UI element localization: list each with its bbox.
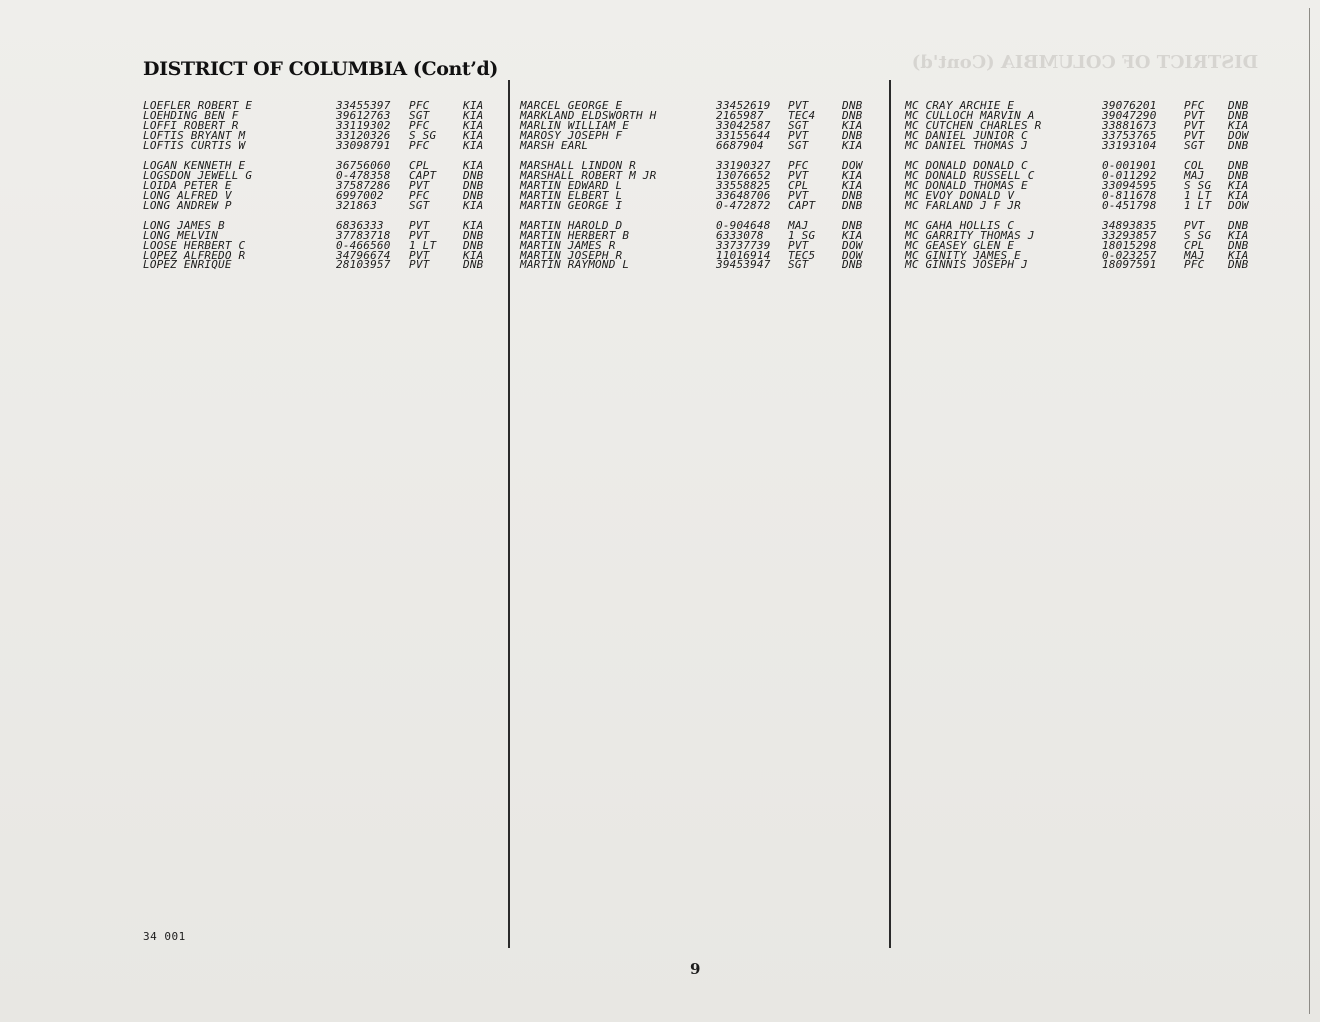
entry-group <box>143 158 503 212</box>
service-number: 18015298 <box>1102 238 1157 252</box>
casualty-status: KIA <box>463 158 484 172</box>
service-number: 321863 <box>336 198 377 212</box>
rank: PVT <box>1184 128 1205 142</box>
soldier-name: LOPEZ ALFREDO R <box>143 248 246 262</box>
rank: MAJ <box>1184 168 1205 182</box>
soldier-name: MAROSY JOSEPH F <box>520 128 623 142</box>
soldier-name: MC DONALD RUSSELL C <box>905 168 1035 182</box>
entry-group <box>143 218 503 272</box>
casualty-status: KIA <box>842 178 863 192</box>
rank: S SG <box>1184 228 1212 242</box>
soldier-name: LOEFLER ROBERT E <box>143 99 253 112</box>
casualty-status: KIA <box>842 118 863 132</box>
roster-entry <box>143 260 503 270</box>
soldier-name: MC GINITY JAMES E <box>905 248 1021 262</box>
casualty-status: KIA <box>463 108 484 122</box>
soldier-name: MC GAHA HOLLIS C <box>905 218 1015 232</box>
service-number: 33558825 <box>716 178 771 192</box>
soldier-name: MARKLAND ELDSWORTH H <box>520 108 657 122</box>
rank: PFC <box>409 138 430 152</box>
service-number: 2165987 <box>716 108 764 122</box>
roster-column-1 <box>143 101 503 281</box>
service-number: 33119302 <box>336 118 391 132</box>
service-number: 33881673 <box>1102 118 1157 132</box>
service-number: 36756060 <box>336 158 391 172</box>
service-number: 39453947 <box>716 258 771 272</box>
casualty-status: DOW <box>842 238 863 252</box>
casualty-status: KIA <box>842 138 863 152</box>
casualty-status: DNB <box>463 228 484 242</box>
rank: PVT <box>788 188 809 202</box>
soldier-name: MARTIN HERBERT B <box>520 228 630 242</box>
bleed-through-text: DISTRICT OF COLUMBIA (Cont'd) <box>911 52 1259 73</box>
document-code: 34 001 <box>143 930 186 943</box>
roster-entry <box>905 138 1265 152</box>
rank: TEC4 <box>788 108 816 122</box>
service-number: 33293857 <box>1102 228 1157 242</box>
service-number: 0-451798 <box>1102 198 1157 212</box>
service-number: 0-011292 <box>1102 168 1157 182</box>
soldier-name: MARCEL GEORGE E <box>520 99 623 112</box>
rank: SGT <box>788 138 809 152</box>
rank: S SG <box>1184 178 1212 192</box>
rank: 1 LT <box>1184 198 1212 212</box>
soldier-name: MARTIN JOSEPH R <box>520 248 623 262</box>
casualty-status: KIA <box>1228 178 1249 192</box>
service-number: 33753765 <box>1102 128 1157 142</box>
service-number: 37783718 <box>336 228 391 242</box>
rank: PFC <box>1184 258 1205 272</box>
rank: PFC <box>788 158 809 172</box>
rank: 1 LT <box>409 238 437 252</box>
rank: SGT <box>409 198 430 212</box>
rank: CPL <box>1184 238 1205 252</box>
rank: 1 SG <box>788 228 816 242</box>
soldier-name: LOFTIS CURTIS W <box>143 138 246 152</box>
soldier-name: MC CRAY ARCHIE E <box>905 99 1015 112</box>
page-edge <box>1309 8 1310 1014</box>
soldier-name: MARSHALL LINDON R <box>520 158 636 172</box>
rank: PVT <box>409 178 430 192</box>
rank: TEC5 <box>788 248 816 262</box>
casualty-status: DNB <box>842 258 863 272</box>
roster-entry <box>520 138 880 152</box>
casualty-status: DNB <box>1228 218 1249 232</box>
rank: PFC <box>409 118 430 132</box>
soldier-name: MARTIN JAMES R <box>520 238 616 252</box>
service-number: 0-478358 <box>336 168 391 182</box>
casualty-status: DNB <box>463 178 484 192</box>
service-number: 33455397 <box>336 99 391 112</box>
casualty-status: DNB <box>1228 158 1249 172</box>
page-number: 9 <box>690 960 701 978</box>
soldier-name: LONG ANDREW P <box>143 198 232 212</box>
rank: 1 LT <box>1184 188 1212 202</box>
rank: MAJ <box>1184 248 1205 262</box>
rank: S SG <box>409 128 437 142</box>
roster-entry <box>905 260 1265 270</box>
service-number: 33452619 <box>716 99 771 112</box>
casualty-status: KIA <box>1228 118 1249 132</box>
casualty-status: KIA <box>1228 248 1249 262</box>
casualty-status: KIA <box>463 99 484 112</box>
service-number: 28103957 <box>336 258 391 272</box>
service-number: 0-001901 <box>1102 158 1157 172</box>
soldier-name: LOIDA PETER E <box>143 178 232 192</box>
soldier-name: LOFTIS BRYANT M <box>143 128 246 142</box>
soldier-name: MC DONALD THOMAS E <box>905 178 1028 192</box>
service-number: 18097591 <box>1102 258 1157 272</box>
rank: PVT <box>409 218 430 232</box>
casualty-status: DNB <box>1228 138 1249 152</box>
rank: PVT <box>788 128 809 142</box>
rank: CAPT <box>409 168 437 182</box>
service-number: 33737739 <box>716 238 771 252</box>
soldier-name: MARSH EARL <box>520 138 589 152</box>
roster-entry <box>520 260 880 270</box>
service-number: 0-904648 <box>716 218 771 232</box>
casualty-status: DNB <box>1228 108 1249 122</box>
roster-entry <box>905 198 1265 212</box>
service-number: 33098791 <box>336 138 391 152</box>
service-number: 33094595 <box>1102 178 1157 192</box>
rank: PVT <box>409 258 430 272</box>
service-number: 6836333 <box>336 218 384 232</box>
rank: SGT <box>788 118 809 132</box>
casualty-status: DNB <box>463 188 484 202</box>
service-number: 39076201 <box>1102 99 1157 112</box>
soldier-name: LOOSE HERBERT C <box>143 238 246 252</box>
casualty-status: KIA <box>463 218 484 232</box>
casualty-status: DNB <box>842 128 863 142</box>
entry-group <box>905 218 1265 272</box>
rank: PFC <box>409 99 430 112</box>
rank: PFC <box>1184 99 1205 112</box>
rank: COL <box>1184 158 1205 172</box>
roster-entry <box>520 198 880 212</box>
soldier-name: LOGAN KENNETH E <box>143 158 246 172</box>
soldier-name: MARTIN ELBERT L <box>520 188 623 202</box>
casualty-status: DNB <box>1228 99 1249 112</box>
rank: CPL <box>409 158 430 172</box>
service-number: 6687904 <box>716 138 764 152</box>
casualty-status: DOW <box>842 158 863 172</box>
rank: PFC <box>409 188 430 202</box>
page-title: DISTRICT OF COLUMBIA (Cont’d) <box>143 58 498 80</box>
soldier-name: MC FARLAND J F JR <box>905 198 1021 212</box>
casualty-status: DNB <box>463 168 484 182</box>
rank: PVT <box>409 228 430 242</box>
casualty-status: DNB <box>1228 258 1249 272</box>
service-number: 39612763 <box>336 108 391 122</box>
casualty-status: KIA <box>1228 228 1249 242</box>
roster-column-3 <box>905 101 1265 281</box>
service-number: 34796674 <box>336 248 391 262</box>
service-number: 11016914 <box>716 248 771 262</box>
service-number: 6333078 <box>716 228 764 242</box>
rank: PVT <box>409 248 430 262</box>
soldier-name: LOGSDON JEWELL G <box>143 168 253 182</box>
soldier-name: MARTIN EDWARD L <box>520 178 623 192</box>
service-number: 6997002 <box>336 188 384 202</box>
service-number: 0-472872 <box>716 198 771 212</box>
soldier-name: MC CUTCHEN CHARLES R <box>905 118 1042 132</box>
soldier-name: MC GEASEY GLEN E <box>905 238 1015 252</box>
entry-group <box>905 101 1265 150</box>
casualty-status: DNB <box>842 218 863 232</box>
roster-entry <box>143 138 503 152</box>
soldier-name: LONG ALFRED V <box>143 188 232 202</box>
casualty-status: DOW <box>1228 128 1249 142</box>
service-number: 33190327 <box>716 158 771 172</box>
soldier-name: LOFFI ROBERT R <box>143 118 239 132</box>
service-number: 33042587 <box>716 118 771 132</box>
casualty-status: DNB <box>842 108 863 122</box>
casualty-status: DNB <box>1228 238 1249 252</box>
rank: CAPT <box>788 198 816 212</box>
casualty-status: KIA <box>463 248 484 262</box>
service-number: 33648706 <box>716 188 771 202</box>
rank: CPL <box>788 178 809 192</box>
service-number: 0-466560 <box>336 238 391 252</box>
service-number: 39047290 <box>1102 108 1157 122</box>
soldier-name: MC DANIEL JUNIOR C <box>905 128 1028 142</box>
casualty-status: KIA <box>463 128 484 142</box>
soldier-name: MARLIN WILLIAM E <box>520 118 630 132</box>
casualty-status: KIA <box>1228 188 1249 202</box>
rank: PVT <box>788 238 809 252</box>
service-number: 33120326 <box>336 128 391 142</box>
casualty-status: KIA <box>463 118 484 132</box>
entry-group <box>520 101 880 150</box>
service-number: 34893835 <box>1102 218 1157 232</box>
casualty-status: KIA <box>463 138 484 152</box>
rank: SGT <box>1184 138 1205 152</box>
soldier-name: MARTIN HAROLD D <box>520 218 623 232</box>
service-number: 37587286 <box>336 178 391 192</box>
casualty-status: DNB <box>842 198 863 212</box>
rank: PVT <box>1184 118 1205 132</box>
roster-column-2 <box>520 101 880 281</box>
entry-group <box>143 101 503 150</box>
soldier-name: LOPEZ ENRIQUE <box>143 258 232 272</box>
soldier-name: MC DONALD DONALD C <box>905 158 1028 172</box>
soldier-name: MC GINNIS JOSEPH J <box>905 258 1028 272</box>
rank: PVT <box>788 99 809 112</box>
service-number: 33193104 <box>1102 138 1157 152</box>
soldier-name: MARTIN GEORGE I <box>520 198 623 212</box>
casualty-status: DOW <box>842 248 863 262</box>
casualty-status: KIA <box>463 198 484 212</box>
roster-entry <box>143 198 503 212</box>
service-number: 0-811678 <box>1102 188 1157 202</box>
rank: MAJ <box>788 218 809 232</box>
soldier-name: MARTIN RAYMOND L <box>520 258 630 272</box>
casualty-status: KIA <box>842 228 863 242</box>
entry-group <box>520 158 880 212</box>
soldier-name: MC CULLOCH MARVIN A <box>905 108 1035 122</box>
service-number: 0-023257 <box>1102 248 1157 262</box>
soldier-name: LONG JAMES B <box>143 218 225 232</box>
casualty-status: DNB <box>1228 168 1249 182</box>
casualty-status: DNB <box>842 99 863 112</box>
entry-group <box>520 218 880 272</box>
rank: PVT <box>1184 108 1205 122</box>
soldier-name: MC GARRITY THOMAS J <box>905 228 1035 242</box>
rank: PVT <box>1184 218 1205 232</box>
soldier-name: MARSHALL ROBERT M JR <box>520 168 657 182</box>
soldier-name: LOEHDING BEN F <box>143 108 239 122</box>
service-number: 13076652 <box>716 168 771 182</box>
casualty-status: DNB <box>463 258 484 272</box>
rank: SGT <box>409 108 430 122</box>
column-divider <box>889 80 891 948</box>
rank: SGT <box>788 258 809 272</box>
casualty-status: DOW <box>1228 198 1249 212</box>
casualty-status: KIA <box>842 168 863 182</box>
column-divider <box>508 80 510 948</box>
service-number: 33155644 <box>716 128 771 142</box>
casualty-status: DNB <box>842 188 863 202</box>
soldier-name: LONG MELVIN <box>143 228 219 242</box>
soldier-name: MC DANIEL THOMAS J <box>905 138 1028 152</box>
casualty-status: DNB <box>463 238 484 252</box>
soldier-name: MC EVOY DONALD V <box>905 188 1015 202</box>
entry-group <box>905 158 1265 212</box>
rank: PVT <box>788 168 809 182</box>
